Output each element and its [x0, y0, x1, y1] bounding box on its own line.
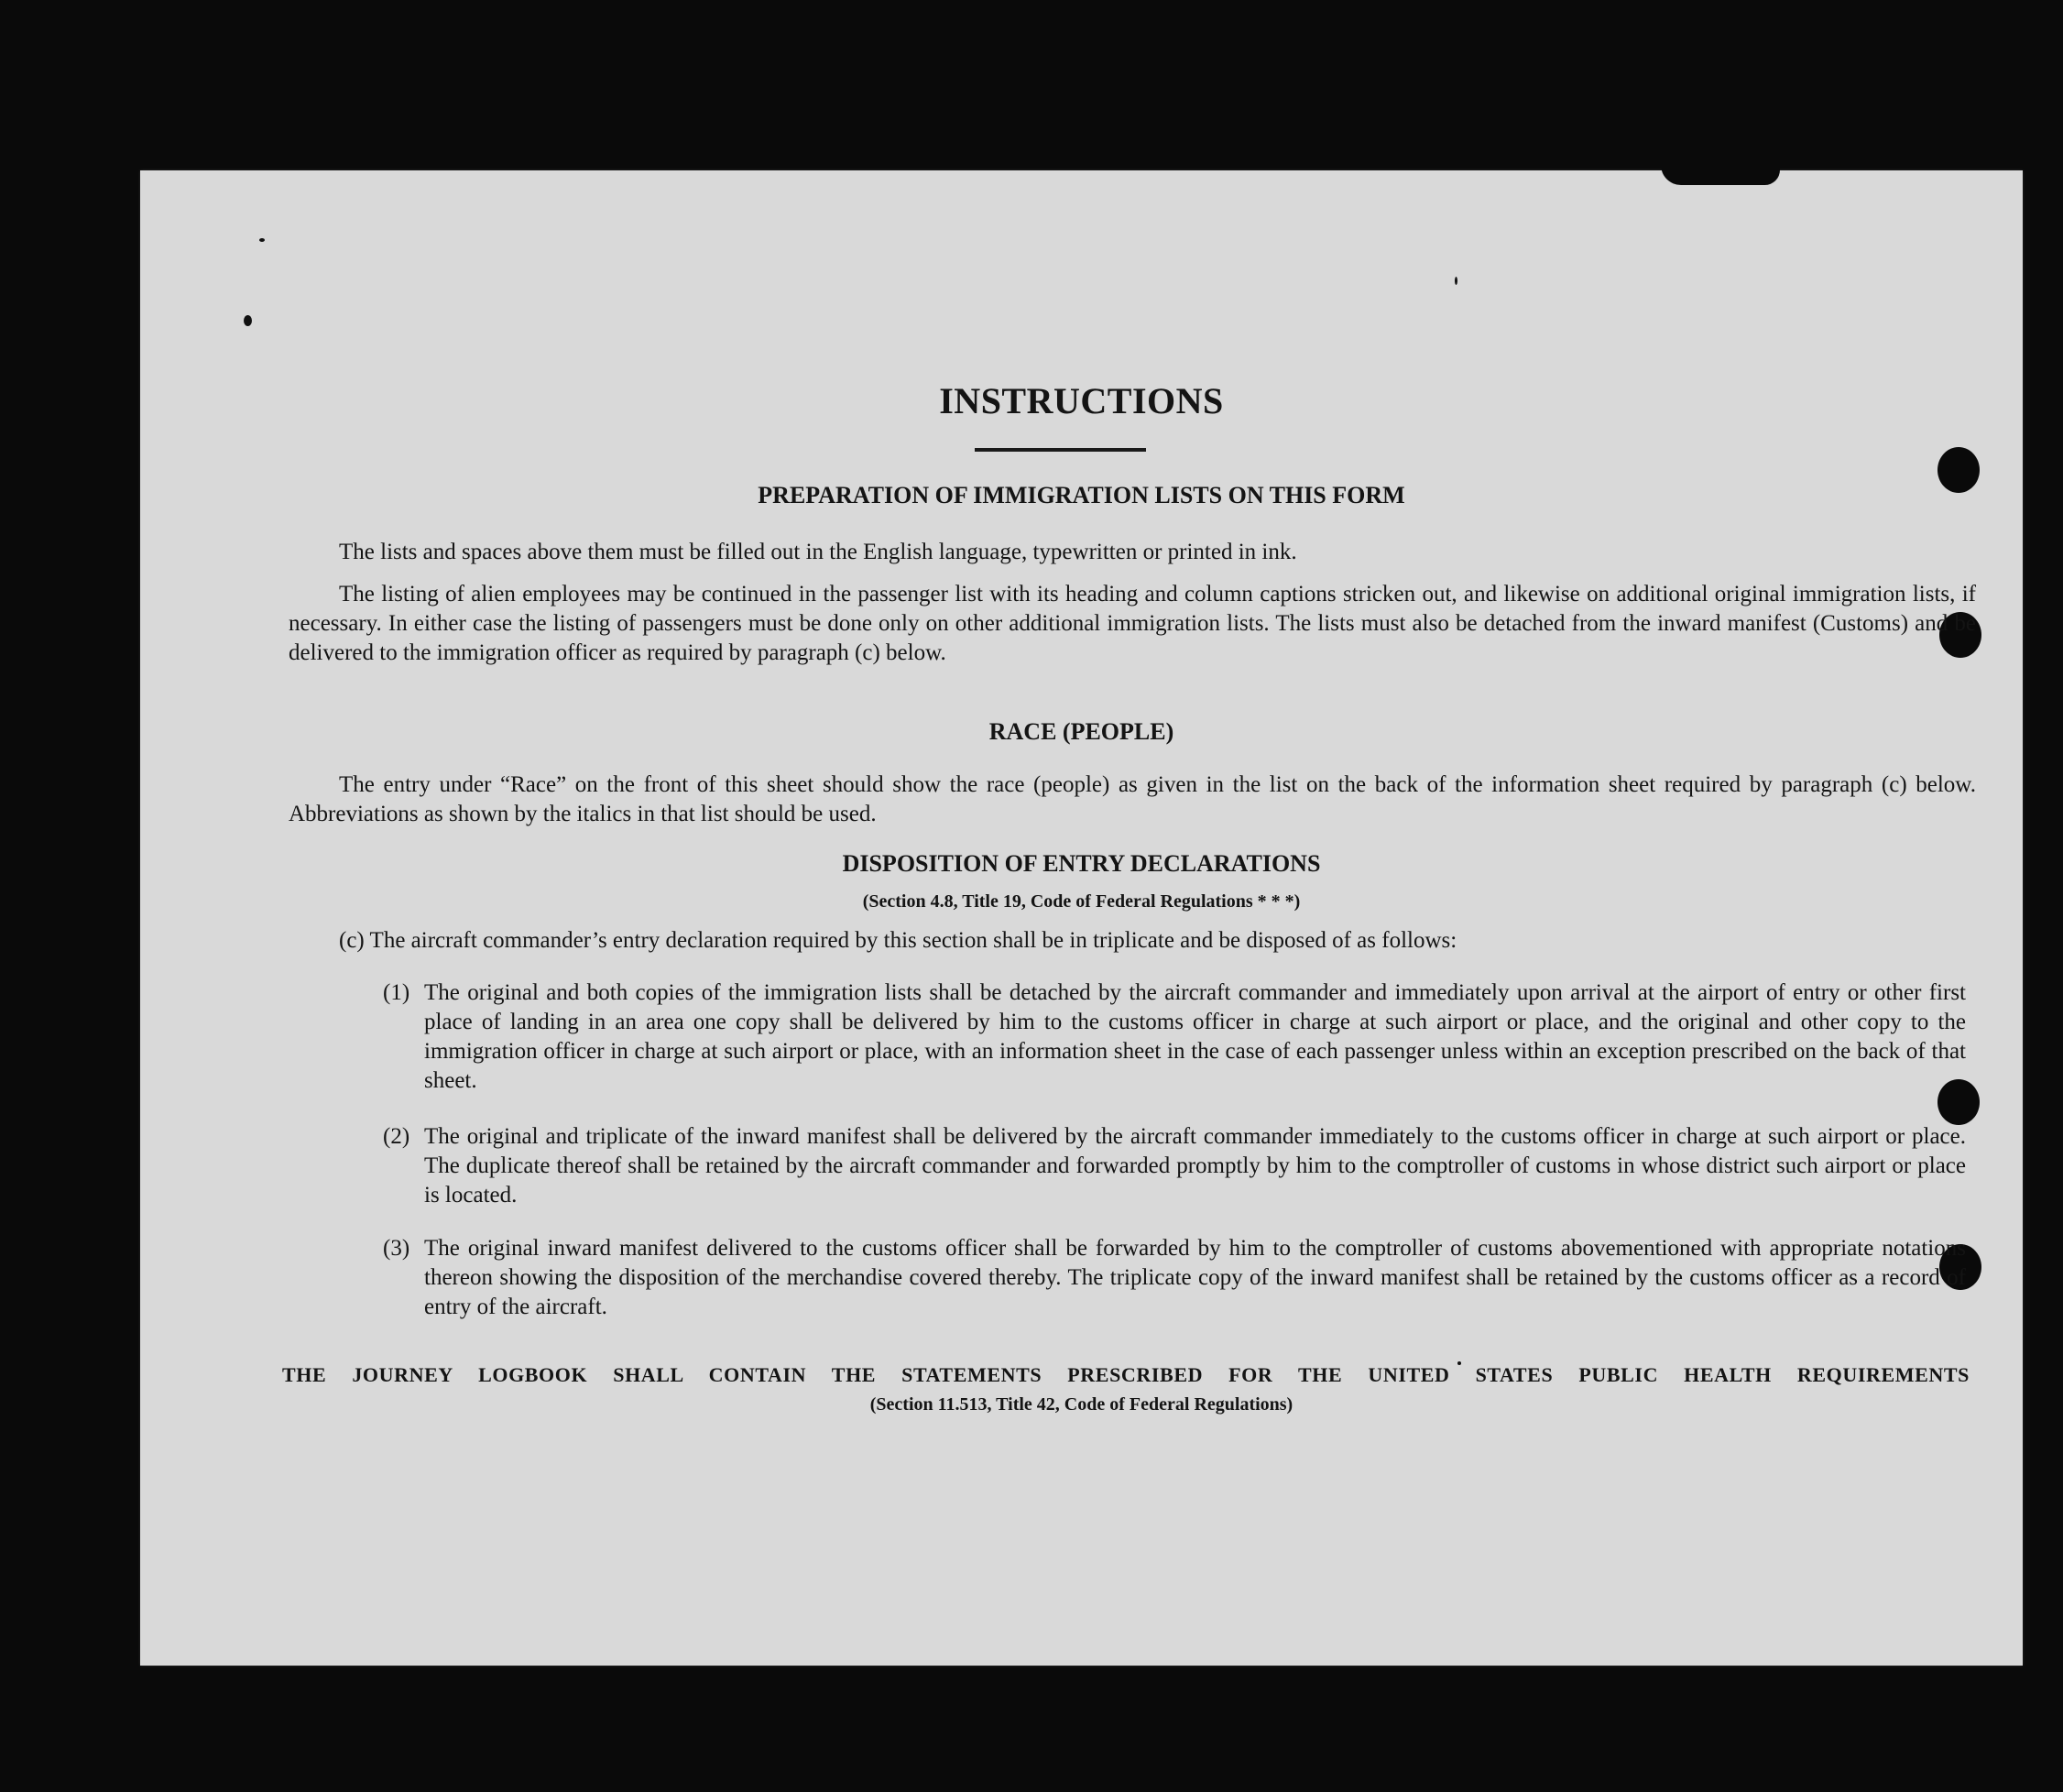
disposition-item-1 [383, 978, 1966, 1096]
preparation-heading: PREPARATION OF IMMIGRATION LISTS ON THIS FORM [758, 482, 1405, 508]
preparation-paragraph-2: The listing of alien employees may be continued in the passenger list with its heading and column captions stricken out, and likewise on additional original immigration lists, if necessary. In either case the listing of passengers must be done only on other additional immigration lists. The lists must also be detached from the inward manifest (Customs) and be delivered to the immigration officer as required by paragraph (c) below. [289, 582, 1976, 665]
item-number: (1) [383, 980, 410, 1005]
item-number: (3) [383, 1236, 410, 1261]
disposition-heading: DISPOSITION OF ENTRY DECLARATIONS [842, 850, 1321, 877]
health-requirements-citation: (Section 11.513, Title 42, Code of Federal Regulations) [869, 1394, 1293, 1415]
page-title: INSTRUCTIONS [939, 380, 1224, 421]
race-heading: RACE (PEOPLE) [988, 718, 1174, 745]
health-requirements-statement: THE JOURNEY LOGBOOK SHALL CONTAIN THE STATEMENTS PRESCRIBED FOR THE UNITED STATES PUBLIC HEALTH REQUIREMENTS [282, 1363, 1970, 1386]
item-number: (2) [383, 1124, 410, 1149]
title-underline [975, 448, 1146, 452]
disposition-intro: (c) The aircraft commander’s entry declaration required by this section shall be in triplicate and be disposed of as follows: [339, 928, 1457, 953]
disposition-item-2 [383, 1122, 1966, 1210]
document-page [140, 170, 2023, 1666]
instructions-content [140, 170, 2023, 1666]
item-text: The original and triplicate of the inward manifest shall be delivered by the aircraft commander immediately to the customs officer in charge at such airport or place. The duplicate thereof shall be retained by the aircraft commander and forwarded promptly by him to the comptroller of customs in whose district such airport or place is located. [424, 1124, 1966, 1207]
preparation-paragraph-1: The lists and spaces above them must be filled out in the English language, typewritten or printed in ink. [339, 540, 1297, 564]
item-text: The original and both copies of the immigration lists shall be detached by the aircraft commander and immediately upon arrival at the airport of entry or other first place of landing in an area one copy shall be delivered by him to the customs officer in charge at such airport or place, and the original and other copy to the immigration officer in charge at such airport or place, with an information sheet in the case of each passenger unless within an exception prescribed on the back of that sheet. [424, 980, 1966, 1093]
disposition-citation: (Section 4.8, Title 19, Code of Federal Regulations * * *) [862, 891, 1301, 912]
disposition-item-3 [383, 1234, 1966, 1322]
item-text: The original inward manifest delivered to the customs officer shall be forwarded by him to the comptroller of customs abovementioned with appropriate notations thereon showing the disposition of the merchandise covered thereby. The triplicate copy of the inward manifest shall be retained by the customs officer as a record of entry of the aircraft. [424, 1236, 1966, 1319]
race-paragraph: The entry under “Race” on the front of this sheet should show the race (people) as given in the list on the back of the information sheet required by paragraph (c) below. Abbreviations as shown by the italics in that list should be used. [289, 772, 1976, 826]
